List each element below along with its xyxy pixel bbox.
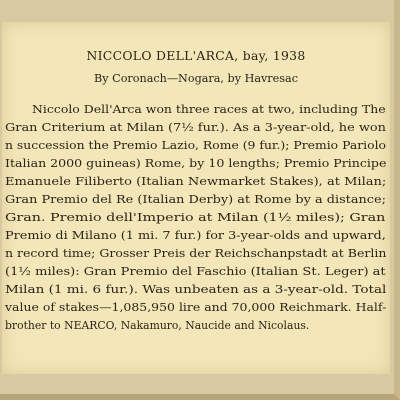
body-line: Milan (1 mi. 6 fur.). Was unbeaten as a 3-year-old. Total (5, 283, 387, 296)
newspaper-clipping (2, 22, 390, 374)
pedigree-line: By Coronach—Nogara, by Havresac (94, 72, 298, 85)
body-line: Gran Criterium at Milan (7½ fur.). As a 3-year-old, he won (5, 121, 386, 134)
body-line: Gran Premio del Re (Italian Derby) at Rome by a distance; (5, 193, 386, 206)
body-line: Italian 2000 guineas) Rome, by 10 lengths; Premio Principe (5, 157, 387, 170)
body-line: Emanuele Filiberto (Italian Newmarket Stakes), at Milan; (5, 175, 387, 188)
body-line: n record time; Grosser Preis der Reichschanpstadt at Berlin (5, 247, 387, 260)
body-line: n succession the Premio Lazio, Rome (9 fur.); Premio Pariolo (5, 139, 387, 152)
body-line: (1½ miles): Gran Premio del Faschio (Italian St. Leger) at (5, 265, 386, 278)
body-line: brother to NEARCO, Nakamuro, Naucide and Nicolaus. (5, 319, 310, 332)
body-line: Niccolo Dell'Arca won three races at two, including The (32, 103, 386, 116)
article-title: NICCOLO DELL'ARCA, bay, 1938 (86, 48, 306, 63)
body-line: Premio di Milano (1 mi. 7 fur.) for 3-year-olds and upward, (5, 229, 386, 242)
body-line: Gran. Premio dell'Imperio at Milan (1½ miles); Gran (5, 211, 386, 224)
body-line: value of stakes—1,085,950 lire and 70,000 Reichmark. Half- (5, 301, 387, 314)
